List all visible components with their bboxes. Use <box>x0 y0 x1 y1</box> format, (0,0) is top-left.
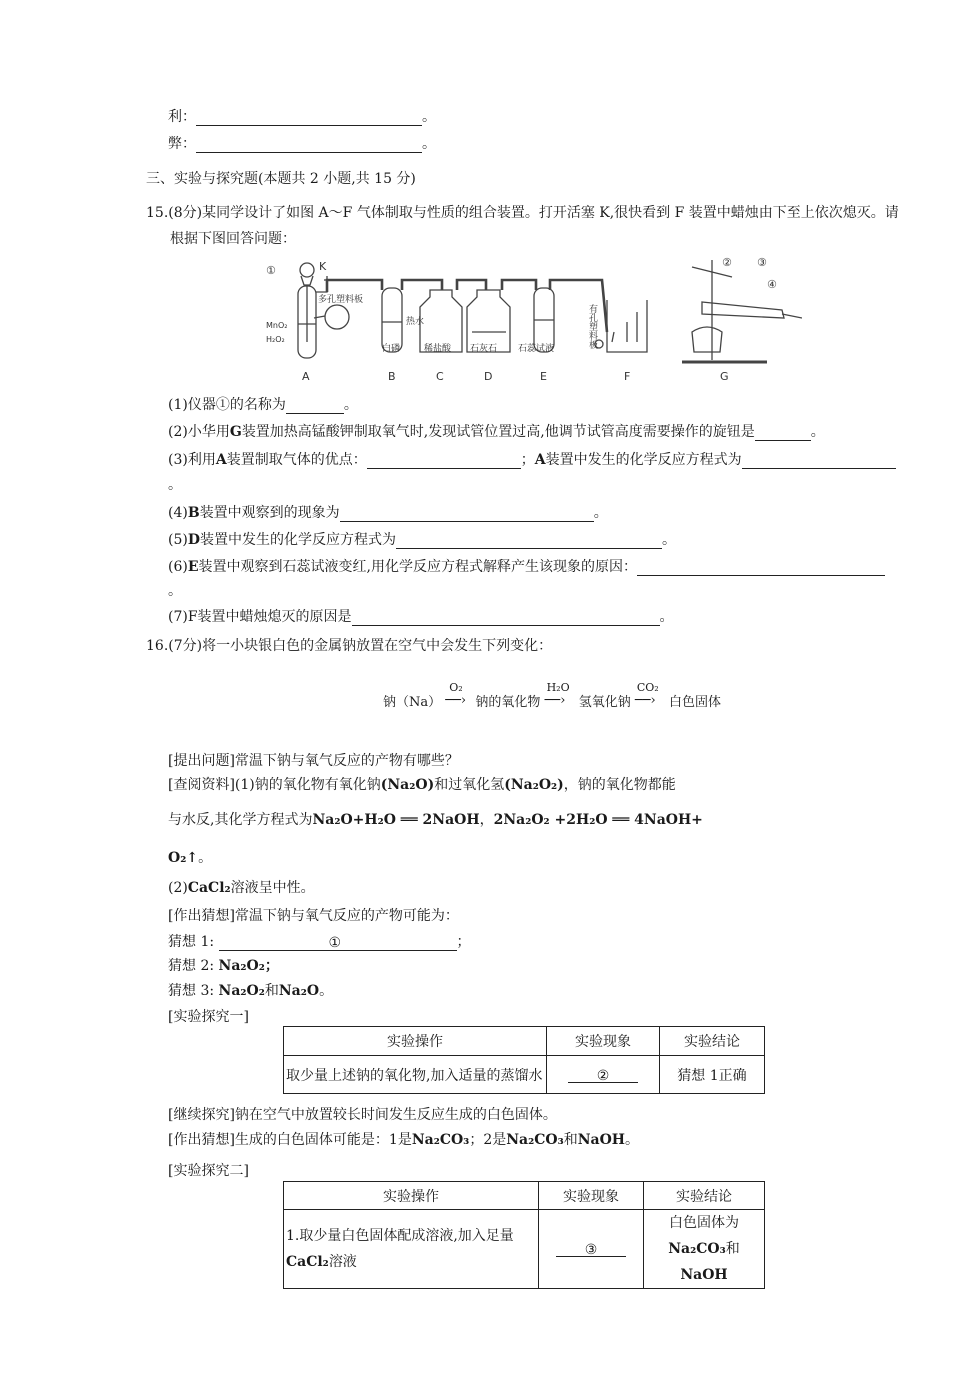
guess-2-formula: Na₂O₂； <box>218 958 279 974</box>
q16-ref-1 <box>168 776 676 794</box>
letter-e: E <box>540 370 547 383</box>
ref3b: 。 <box>198 850 213 866</box>
q15-p3c: 装置制取气体的优点： <box>226 452 367 468</box>
q16-continue: [继续探究]钠在空气中放置较长时间发生反应生成的白色固体。 <box>168 1107 557 1123</box>
funnel-bulb <box>300 263 314 277</box>
guess-3 <box>168 982 333 1000</box>
t2-op3: 溶液 <box>328 1254 357 1270</box>
figure-labels <box>266 256 777 383</box>
q15-p7-text: (7)F装置中蜡烛熄灭的原因是 <box>168 609 352 625</box>
ref4a: (2) <box>168 880 188 896</box>
q15-p1-blank[interactable] <box>286 399 344 414</box>
ref1c: 和过氧化氢 <box>434 777 505 793</box>
q16-guess2 <box>168 1131 639 1149</box>
guess2c: ；2是 <box>469 1132 507 1148</box>
q15-p3b: A <box>215 452 227 468</box>
guess-2 <box>168 957 279 975</box>
t2-h1: 实验操作 <box>284 1182 539 1210</box>
q15-part5 <box>168 531 676 549</box>
guess-3-label: 猜想 3: <box>168 983 215 999</box>
ref1d: (Na₂O₂) <box>504 777 564 793</box>
q15-part2 <box>168 423 825 441</box>
ref2c: ， <box>479 812 494 828</box>
guess-3-and: 和 <box>264 983 279 999</box>
t2-concl <box>644 1210 765 1289</box>
q15-p7-end: 。 <box>659 609 674 625</box>
chain-oxide: 钠的氧化物 <box>475 695 541 710</box>
arrow-o2: O₂ ──› <box>445 681 467 708</box>
q15-p1-text: (1)仪器①的名称为 <box>168 397 286 413</box>
letter-d: D <box>484 370 493 383</box>
q15-p3-cont: 。 <box>168 477 182 493</box>
guess-1-end: ； <box>456 934 471 950</box>
exp1-label: [实验探究一] <box>168 1009 249 1025</box>
q15-p5-blank[interactable] <box>396 534 662 549</box>
t2-c3: 和 <box>725 1241 740 1257</box>
ref1a: [查阅资料](1)钠的氧化物有氧化钠 <box>168 777 381 793</box>
t1-concl: 猜想 1正确 <box>660 1056 765 1094</box>
guess-1-blank[interactable] <box>219 936 457 951</box>
t2-c2: Na₂CO₃ <box>668 1241 726 1257</box>
t2-h3: 实验结论 <box>644 1182 765 1210</box>
label-k: K <box>319 260 327 273</box>
t1-phen-cell[interactable] <box>547 1056 660 1094</box>
q15-p5-end: 。 <box>661 532 676 548</box>
q15-p3-blank-2[interactable] <box>742 454 896 469</box>
label-c2: ② <box>722 256 732 269</box>
t1-h1: 实验操作 <box>284 1027 547 1056</box>
ref2a: 与水反,其化学方程式为 <box>168 812 313 828</box>
ref3: O₂↑ <box>168 850 199 866</box>
q15-p3-blank-1[interactable] <box>367 454 521 469</box>
t2-phen-cell[interactable] <box>539 1210 644 1289</box>
t2-c4: NaOH <box>680 1267 728 1283</box>
cons-label: 弊： <box>168 136 196 152</box>
label-mno2: MnO₂ <box>266 321 288 330</box>
letter-a: A <box>302 370 310 383</box>
guess2e: 和 <box>563 1132 578 1148</box>
t2-op2: CaCl₂ <box>286 1254 329 1270</box>
guess-1-label: 猜想 1: <box>168 934 215 950</box>
q15-p7-blank[interactable] <box>352 611 660 626</box>
q16-guess-label: [作出猜想]常温下钠与氧气反应的产物可能为： <box>168 908 459 924</box>
q15-p6b: E <box>187 559 199 575</box>
q15-p3a: (3)利用 <box>168 452 216 468</box>
cons-end: 。 <box>422 136 436 152</box>
section3-title: 三、实验与探究题(本题共 2 小题,共 15 分) <box>146 171 416 187</box>
q15-p4-end: 。 <box>593 505 608 521</box>
letter-g: G <box>720 370 729 383</box>
q15-stem-2: 根据下图回答问题： <box>170 231 296 247</box>
reaction-chain <box>383 681 722 712</box>
q16-ref-4 <box>168 879 315 897</box>
ref2d: 2Na₂O₂ +2H₂O ══ 4NaOH+ <box>493 812 703 828</box>
t2-c1: 白色固体为 <box>669 1215 739 1231</box>
label-plate: 多孔塑料板 <box>318 295 364 305</box>
chain-sodium: 钠（Na） <box>383 695 442 710</box>
arrow-o2-label: O₂ <box>449 681 463 694</box>
cons-line <box>168 135 436 153</box>
pros-line <box>168 108 436 126</box>
t2-h2: 实验现象 <box>539 1182 644 1210</box>
guess-2-label: 猜想 2: <box>168 958 215 974</box>
guess-3-end: 。 <box>319 983 334 999</box>
pros-end: 。 <box>422 109 436 125</box>
q15-p3d: ； <box>520 452 535 468</box>
t2-phen: ③ <box>556 1242 626 1257</box>
guess-1-mark: ① <box>328 935 342 951</box>
label-c1: ① <box>266 264 276 277</box>
q15-p2a: (2)小华用 <box>168 424 230 440</box>
t1-h2: 实验现象 <box>547 1027 660 1056</box>
lamp-g <box>692 327 722 352</box>
bottle-c <box>420 290 462 352</box>
guess-3-f1: Na₂O₂ <box>218 983 265 999</box>
t2-op1: 1.取少量白色固体配成溶液,加入足量 <box>286 1228 514 1244</box>
q16-question: [提出问题]常温下钠与氧气反应的产物有哪些？ <box>168 753 459 769</box>
q15-p2-blank[interactable] <box>755 426 811 441</box>
q15-p3e: A <box>534 452 546 468</box>
q15-p2-end: 。 <box>810 424 825 440</box>
q16-ref-3 <box>168 849 212 867</box>
guess2b: Na₂CO₃ <box>411 1132 470 1148</box>
plate-zoom <box>325 305 349 329</box>
guess2d: Na₂CO₃ <box>506 1132 564 1148</box>
ref2b: Na₂O+H₂O ══ 2NaOH <box>312 812 480 828</box>
guess-1 <box>168 933 471 951</box>
bottle-d <box>467 290 510 352</box>
guess2f: NaOH <box>577 1132 626 1148</box>
t1-phen: ② <box>568 1068 638 1083</box>
q15-p6-blank[interactable] <box>637 561 885 576</box>
q15-stem-1: 15.(8分)某同学设计了如图 A～F 气体制取与性质的组合装置。打开活塞 K,很快看到 F 装置中蜡烛由下至上依次熄灭。请 <box>146 205 899 221</box>
table-exp2 <box>283 1181 765 1289</box>
label-white-p: 白磷 <box>382 344 401 354</box>
guess-3-f2: Na₂O <box>278 983 320 999</box>
arrow-co2-label: CO₂ <box>636 681 659 694</box>
q15-p2b: G <box>229 424 242 440</box>
q15-p5a: (5) <box>168 532 188 548</box>
cons-blank[interactable] <box>196 138 422 153</box>
q15-p6-cont: 。 <box>168 583 182 599</box>
q15-p4-blank[interactable] <box>340 507 594 522</box>
letter-c: C <box>436 370 444 383</box>
t1-h3: 实验结论 <box>660 1027 765 1056</box>
q15-p4c: 装置中观察到的现象为 <box>199 505 340 521</box>
pros-label: 利： <box>168 109 196 125</box>
label-litmus: 石蕊试液 <box>518 344 555 354</box>
q15-p5c: 装置中发生的化学反应方程式为 <box>199 532 396 548</box>
letter-f: F <box>624 370 631 383</box>
guess2a: [作出猜想]生成的白色固体可能是：1是 <box>168 1132 412 1148</box>
label-h2o2: H₂O₂ <box>266 335 285 344</box>
q15-part6 <box>168 558 885 576</box>
q15-part1 <box>168 396 358 414</box>
q15-p2c: 装置加热高锰酸钾制取氧气时,发现试管位置过高,他调节试管高度需要操作的旋钮是 <box>241 424 755 440</box>
pros-blank[interactable] <box>196 111 422 126</box>
arrow-h2o: H₂O ──› <box>544 681 570 708</box>
q15-p6a: (6) <box>168 559 188 575</box>
label-acid: 稀盐酸 <box>424 344 452 354</box>
q15-p5b: D <box>187 532 200 548</box>
q15-p6c: 装置中观察到石蕊试液变红,用化学反应方程式解释产生该现象的原因： <box>198 559 637 575</box>
letter-b: B <box>388 370 396 383</box>
q15-part7 <box>168 608 674 626</box>
label-stone: 石灰石 <box>470 344 498 354</box>
q16-ref-2 <box>168 811 703 829</box>
q15-part4 <box>168 504 608 522</box>
label-c4: ④ <box>767 278 777 291</box>
label-hot-water: 热水 <box>406 317 425 327</box>
tube-g <box>702 302 784 318</box>
ref1b: (Na₂O) <box>380 777 435 793</box>
chain-naoh: 氢氧化钠 <box>578 695 631 710</box>
table-exp1 <box>283 1026 765 1094</box>
q15-p1-end: 。 <box>343 397 358 413</box>
ref1e: ，钠的氧化物都能 <box>563 777 676 793</box>
q15-p4a: (4) <box>168 505 188 521</box>
q15-p4b: B <box>187 505 200 521</box>
exp2-label: [实验探究二] <box>168 1163 249 1179</box>
chain-white-solid: 白色固体 <box>669 695 722 710</box>
guess2g: 。 <box>625 1132 640 1148</box>
label-c3: ③ <box>757 256 767 269</box>
tube-b <box>382 288 402 352</box>
ref4b: CaCl₂ <box>187 880 231 896</box>
ref4c: 溶液呈中性。 <box>230 880 315 896</box>
label-f-plate: 有孔塑料板 <box>587 304 597 349</box>
q15-p3f: 装置中发生的化学反应方程式为 <box>545 452 742 468</box>
t1-op: 取少量上述钠的氧化物,加入适量的蒸馏水 <box>284 1056 547 1094</box>
q16-stem: 16.(7分)将一小块银白色的金属钠放置在空气中会发生下列变化： <box>146 638 553 654</box>
t2-op <box>284 1210 539 1289</box>
apparatus-figure <box>262 252 802 387</box>
q15-part3 <box>168 451 896 469</box>
arrow-co2: CO₂ ──› <box>634 681 659 708</box>
arrow-h2o-label: H₂O <box>546 681 570 694</box>
